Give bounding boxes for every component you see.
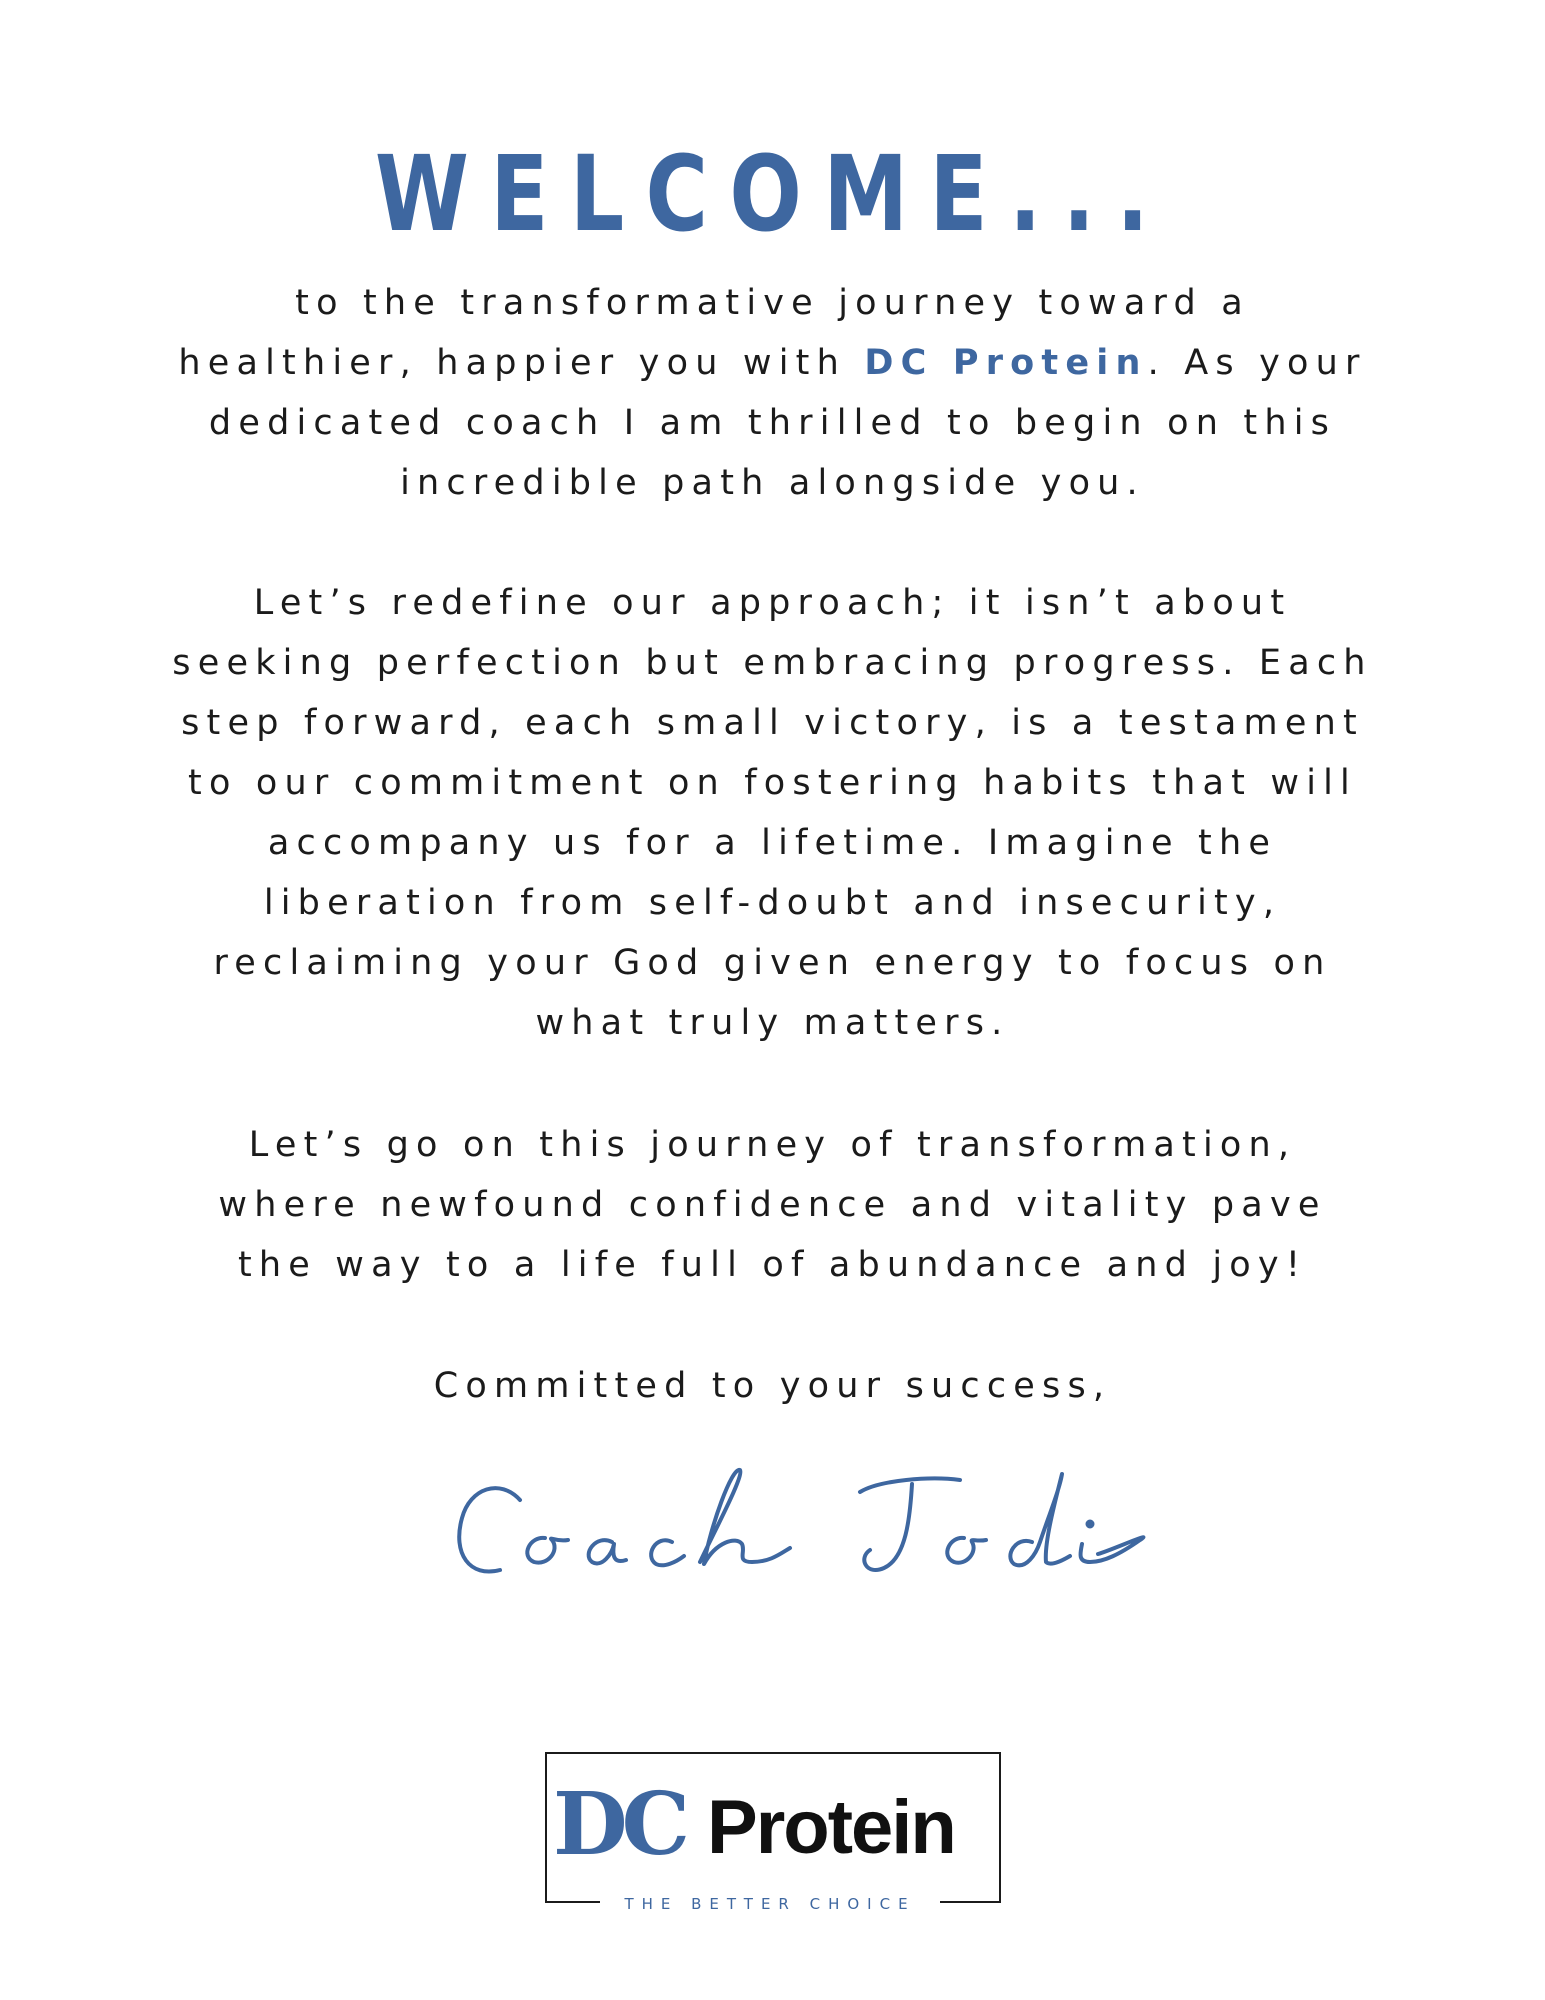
logo-wordmark: Protein xyxy=(707,1785,955,1870)
brand-name: DC Protein xyxy=(864,343,1148,383)
logo-mark: DC xyxy=(553,1774,685,1875)
page-title: WELCOME... xyxy=(374,132,1171,255)
intro-line-3: dedicated coach I am thrilled to begin on this xyxy=(208,403,1337,443)
intro-line-2-end: . As your xyxy=(1147,343,1367,383)
journey-line: Let’s go on this journey of transformation, xyxy=(248,1125,1297,1165)
journey-paragraph xyxy=(150,1115,1395,1295)
logo-tagline: THE BETTER CHOICE xyxy=(600,1892,940,1916)
intro-line-4: incredible path alongside you. xyxy=(400,463,1145,503)
intro-line-2 xyxy=(150,333,1395,393)
dc-protein-logo xyxy=(545,1752,1001,1903)
approach-line: what truly matters. xyxy=(535,1003,1010,1043)
approach-line: liberation from self-doubt and insecurity, xyxy=(263,883,1282,923)
journey-line: the way to a life full of abundance and joy! xyxy=(237,1245,1308,1285)
journey-line: where newfound confidence and vitality pave xyxy=(218,1185,1327,1225)
intro-paragraph xyxy=(150,273,1395,513)
approach-line: Let’s redefine our approach; it isn’t about xyxy=(253,583,1292,623)
approach-line: accompany us for a lifetime. Imagine the xyxy=(267,823,1278,863)
approach-line: step forward, each small victory, is a testament xyxy=(181,703,1364,743)
intro-line-2-start: healthier, happier you with xyxy=(178,343,865,383)
approach-line: seeking perfection but embracing progress. Each xyxy=(172,643,1373,683)
intro-line-1: to the transformative journey toward a xyxy=(295,283,1250,323)
signature-coach-jodi xyxy=(0,1458,1545,1598)
approach-line: reclaiming your God given energy to focus on xyxy=(213,943,1332,983)
approach-line: to our commitment on fostering habits that will xyxy=(188,763,1357,803)
closing-line: Committed to your success, xyxy=(433,1366,1112,1406)
approach-paragraph xyxy=(150,573,1395,1053)
